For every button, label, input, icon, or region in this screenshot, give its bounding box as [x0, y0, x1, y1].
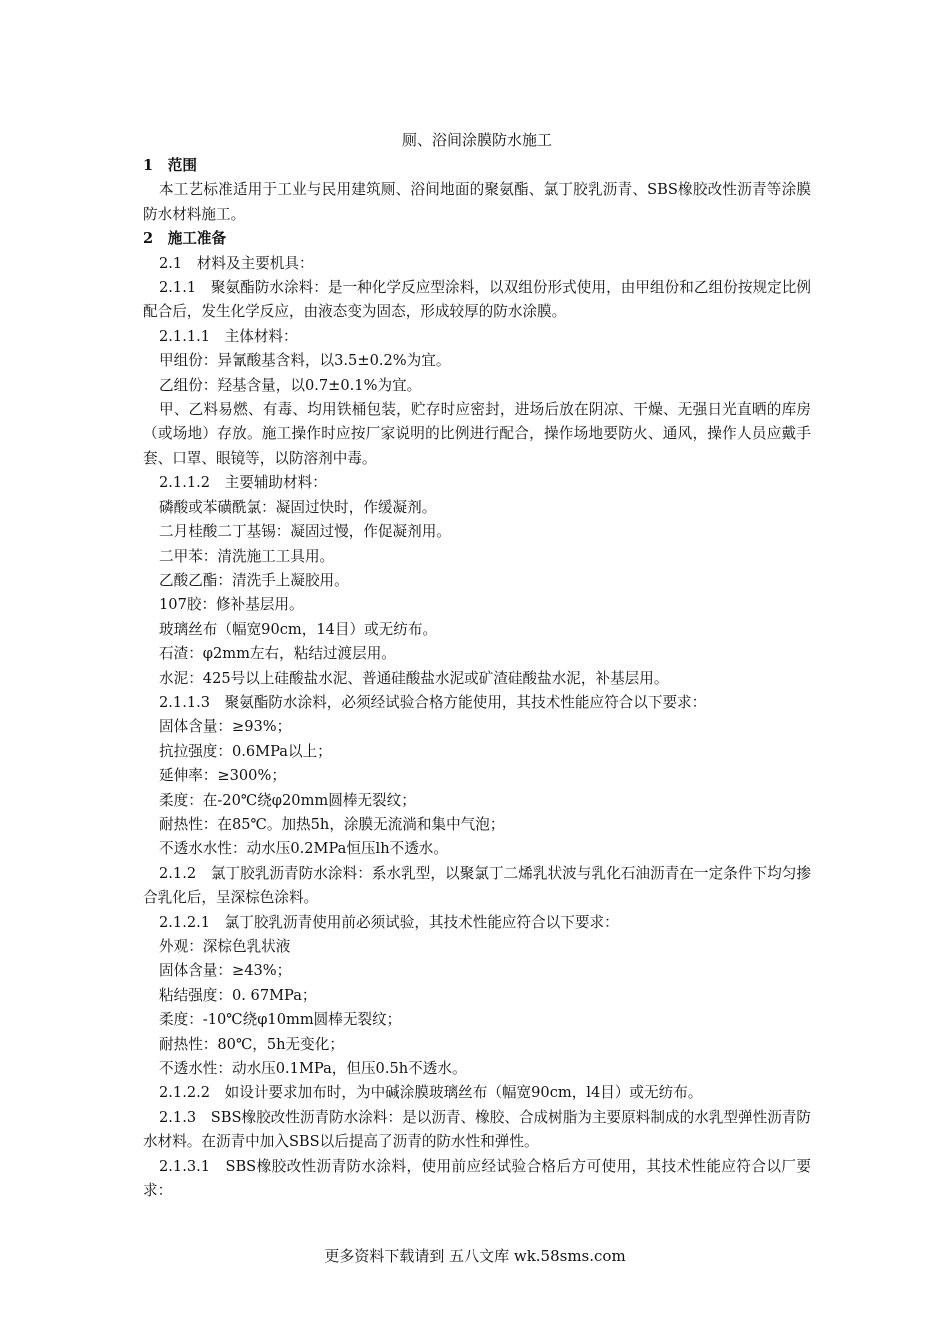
- paragraph: 甲组份：异氰酸基含料，以3.5±0.2%为宜。: [159, 352, 451, 370]
- paragraph: 耐热性：在85℃。加热5h，涂膜无流淌和集中气泡；: [159, 815, 505, 833]
- paragraph: 不透水水性：动水压0.2MPa恒压lh不透水。: [159, 840, 448, 858]
- paragraph: 2.1.2.2 如设计要求加布时，为中碱涂膜玻璃丝布（幅宽90cm，l4目）或无纺布。: [159, 1084, 703, 1102]
- paragraph: 固体含量：≥93%；: [159, 718, 292, 736]
- paragraph: 抗拉强度：0.6MPa以上；: [159, 742, 332, 760]
- paragraph: 粘结强度：0. 67MPa；: [159, 986, 317, 1004]
- subsection-heading: 2.1.1.2 主要辅助材料：: [159, 474, 327, 492]
- paragraph: 乙组份：羟基含量，以0.7±0.1%为宜。: [159, 376, 422, 394]
- paragraph: 107胶：修补基层用。: [159, 596, 304, 614]
- paragraph: 不透水性：动水压0.1MPa，但压0.5h不透水。: [159, 1060, 467, 1078]
- subsection-heading: 2.1.2.1 氯丁胶乳沥青使用前必须试验，其技术性能应符合以下要求：: [159, 913, 619, 931]
- paragraph: 2.1.3.1 SBS橡胶改性沥青防水涂料，使用前应经试验合格后方可使用，其技术性能应符合以厂要求：: [143, 1157, 811, 1200]
- paragraph: 2.1.3 SBS橡胶改性沥青防水涂料：是以沥青、橡胶、合成树脂为主要原料制成的水乳型弹性沥青防水材料。在沥青中加入SBS以后提高了沥青的防水性和弹性。: [143, 1108, 811, 1151]
- document-page: [143, 130, 811, 1203]
- document-title: 厕、浴间涂膜防水施工: [401, 131, 552, 149]
- subsection-heading: 2.1 材料及主要机具：: [159, 254, 314, 272]
- paragraph: 外观：深棕色乳状液: [159, 938, 291, 955]
- page-footer: 更多资料下载请到 五八文库 wk.58sms.com: [324, 1247, 626, 1265]
- paragraph: 磷酸或苯磺酰氯：凝固过快时，作缓凝剂。: [159, 498, 437, 516]
- subsection-heading: 2.1.1.1 主体材料：: [159, 327, 298, 345]
- paragraph: 水泥：425号以上硅酸盐水泥、普通硅酸盐水泥或矿渣硅酸盐水泥，补基层用。: [159, 669, 669, 687]
- paragraph: 甲、乙料易燃、有毒、均用铁桶包装，贮存时应密封，进场后放在阴凉、干燥、无强日光直晒的库房（或场地）存放。施工操作时应按厂家说明的比例进行配合，操作场地要防火、通风，操作人员应戴手套、口罩、眼镜等，以防溶剂中毒。: [143, 401, 811, 467]
- paragraph: 石渣：φ2mm左右，粘结过渡层用。: [159, 645, 396, 663]
- paragraph: 2.1.2 氯丁胶乳沥青防水涂料：系水乳型，以聚氯丁二烯乳状波与乳化石油沥青在一定条件下均匀掺合乳化后，呈深棕色涂料。: [143, 864, 811, 907]
- section-heading: 1 范围: [143, 157, 197, 174]
- paragraph: 柔度：-10℃绕φ10mm圆棒无裂纹；: [159, 1011, 402, 1029]
- paragraph: 本工艺标准适用于工业与民用建筑厕、浴间地面的聚氨酯、氯丁胶乳沥青、SBS橡胶改性沥青等涂膜防水材料施工。: [143, 181, 811, 223]
- paragraph: 2.1.1 聚氨酯防水涂料：是一种化学反应型涂料，以双组份形式使用，由甲组份和乙组份按规定比例配合后，发生化学反应，由液态变为固态，形成较厚的防水涂膜。: [143, 279, 811, 321]
- section-heading: 2 施工准备: [143, 230, 227, 248]
- paragraph: 二甲苯：清洗施工工具用。: [159, 547, 335, 565]
- paragraph: 乙酸乙酯：清洗手上凝胶用。: [159, 571, 349, 589]
- paragraph: 耐热性：80℃，5h无变化；: [159, 1035, 344, 1053]
- subsection-heading: 2.1.1.3 聚氨酯防水涂料，必须经试验合格方能使用，其技术性能应符合以下要求：: [159, 693, 707, 711]
- paragraph: 固体含量：≥43%；: [159, 962, 292, 980]
- paragraph: 二月桂酸二丁基锡：凝固过慢，作促凝剂用。: [159, 523, 451, 541]
- paragraph: 延伸率：≥300%；: [159, 767, 286, 785]
- paragraph: 柔度：在-20℃绕φ20mm圆棒无裂纹；: [159, 791, 416, 809]
- paragraph: 玻璃丝布（幅宽90cm，14目）或无纺布。: [159, 620, 438, 638]
